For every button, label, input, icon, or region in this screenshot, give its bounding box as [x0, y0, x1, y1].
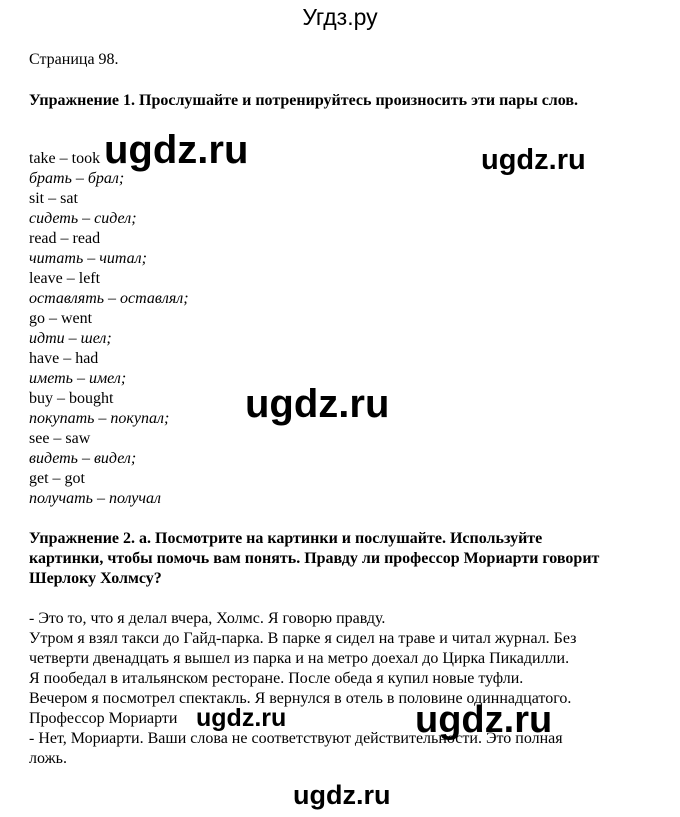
site-title: Угдз.ру [302, 4, 378, 30]
word-pair-russian: брать – брал; [29, 170, 125, 187]
word-pair-english: sit – sat [29, 190, 78, 207]
word-pair-english: go – went [29, 310, 93, 327]
word-pair-russian: иметь – имел; [29, 370, 127, 387]
dialog-line: - Нет, Мориарти. Ваши слова не соответствуют действительности. Это полная [29, 730, 563, 747]
dialog-line: Утром я взял такси до Гайд-парка. В парке я сидел на траве и читал журнал. Без [29, 630, 577, 647]
word-pair-list [29, 149, 189, 509]
dialog-line: четверти двенадцать я вышел из парка и на метро доехал до Цирка Пикадилли. [29, 650, 570, 667]
word-pair-english: have – had [29, 350, 99, 367]
exercise-2-heading: Упражнение 2. а. Посмотрите на картинки и послушайте. Используйте картинки, чтобы помочь вам понять. Правду ли профессор Мориарти говорит Шерлоку Холмсу? [29, 530, 600, 587]
word-pair-english: read – read [29, 230, 101, 247]
dialog-line: ложь. [29, 750, 67, 767]
word-pair-english: take – took [29, 150, 101, 167]
watermark: ugdz.ru [245, 382, 390, 426]
exercise-1-heading: Упражнение 1. Прослушайте и потренируйтесь произносить эти пары слов. [29, 92, 579, 109]
word-pair-english: leave – left [29, 270, 101, 287]
word-pair-english: see – saw [29, 430, 91, 447]
page-number: Страница 98. [29, 51, 119, 68]
word-pair-russian: сидеть – сидел; [29, 210, 137, 227]
word-pair-russian: получать – получал [29, 490, 162, 507]
word-pair-russian: оставлять – оставлял; [29, 290, 189, 307]
watermark: ugdz.ru [196, 704, 287, 732]
watermark: ugdz.ru [104, 128, 249, 172]
dialog-text [29, 609, 629, 769]
watermark: ugdz.ru [415, 699, 553, 741]
word-pair-english: get – got [29, 470, 85, 487]
watermark: ugdz.ru [293, 780, 391, 810]
dialog-line: Я пообедал в итальянском ресторане. После обеда я купил новые туфли. [29, 670, 524, 687]
word-pair-russian: читать – читал; [29, 250, 147, 267]
dialog-line: Вечером я посмотрел спектакль. Я вернулся в отель в половине одиннадцатого. [29, 690, 572, 707]
word-pair-russian: видеть – видел; [29, 450, 137, 467]
word-pair-russian: покупать – покупал; [29, 410, 170, 427]
watermark: ugdz.ru [481, 144, 586, 176]
dialog-line: Профессор Мориарти [29, 710, 178, 727]
word-pair-english: buy – bought [29, 390, 114, 407]
dialog-line: - Это то, что я делал вчера, Холмс. Я говорю правду. [29, 610, 386, 627]
word-pair-russian: идти – шел; [29, 330, 112, 347]
